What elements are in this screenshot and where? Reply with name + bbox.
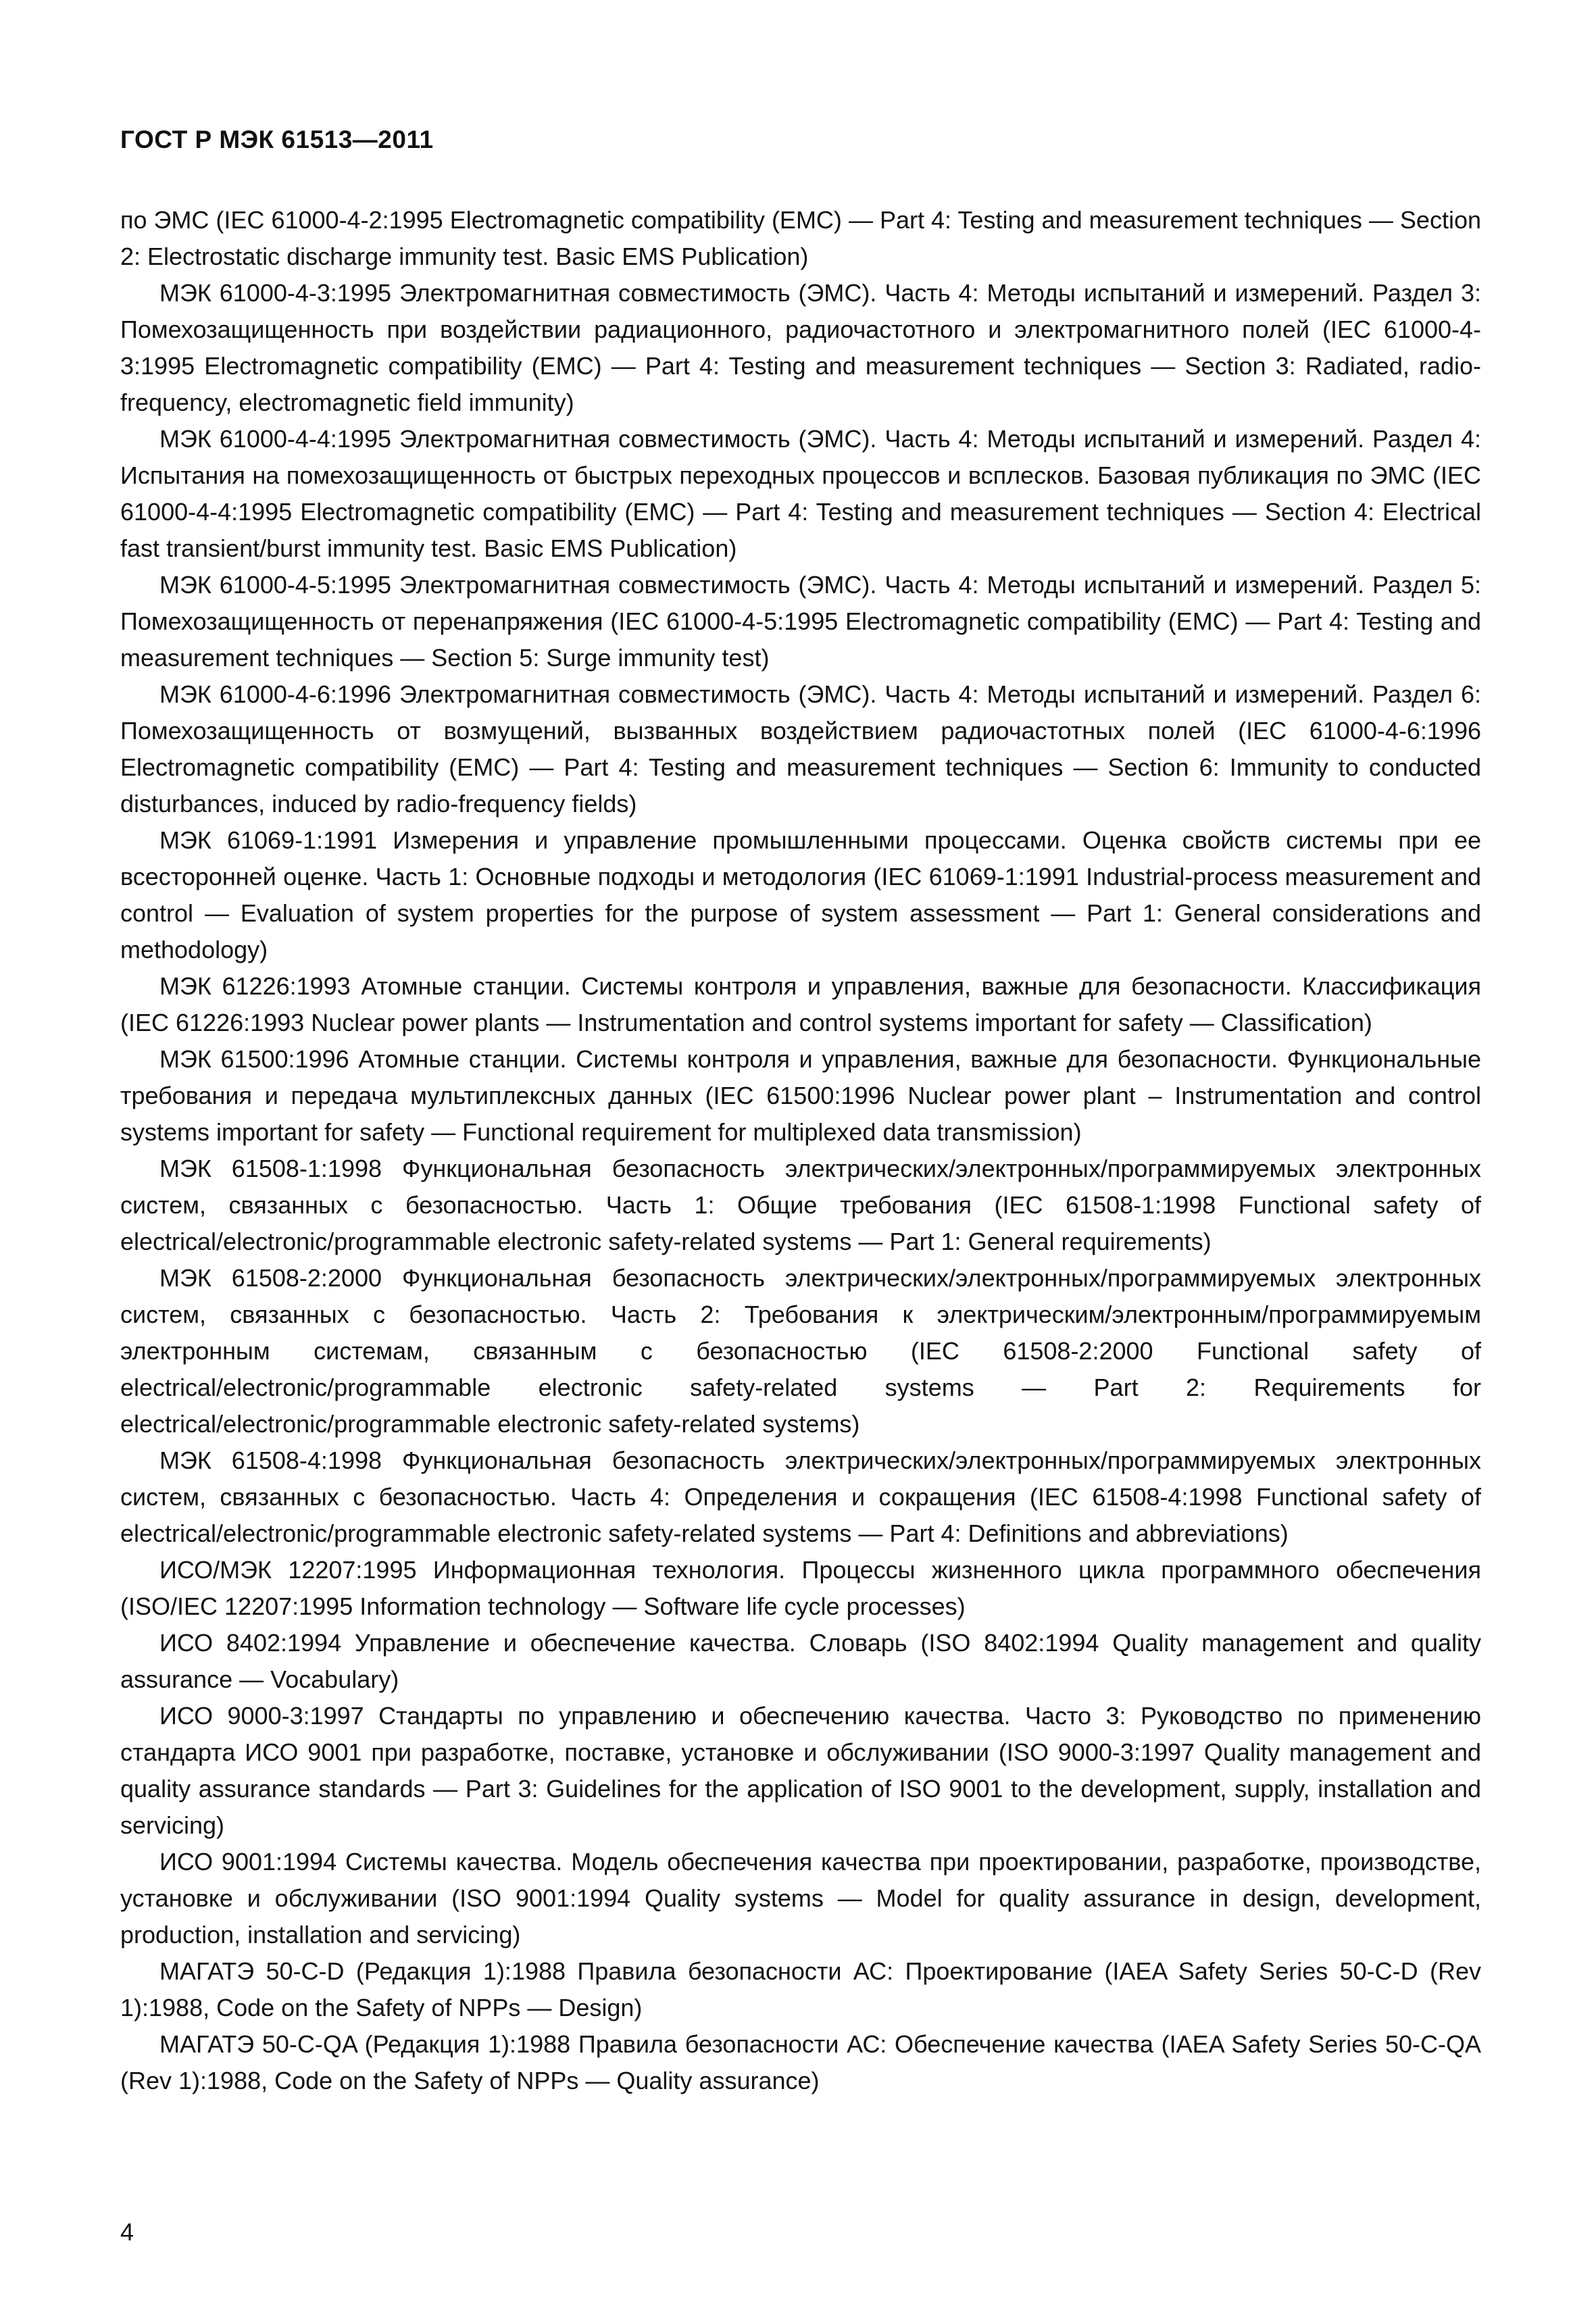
- reference-paragraph: ИСО 9001:1994 Системы качества. Модель обеспечения качества при проектировании, разработке, производстве, установке и обслуживании (ISO 9001:1994 Quality systems — Model for quality assurance in design, development, production, installation and servicing): [120, 1848, 1481, 1948]
- reference-paragraph: ИСО 9000-3:1997 Стандарты по управлению и обеспечению качества. Часто 3: Руководство по применению стандарта ИСО 9001 при разработке, поставке, установке и обслуживании (ISO 9000-3:1997 Quality management and quality assurance standards — Part 3: Guidelines for the application of ISO 9001 to the development, supply, installation and servicing): [120, 1702, 1481, 1839]
- reference-paragraph: МЭК 61500:1996 Атомные станции. Системы контроля и управления, важные для безопасности. Функциональные требования и передача мультиплексных данных (IEC 61500:1996 Nuclear power plant – Instrumentation and control systems important for safety — Functional requirement for multiplexed data transmission): [120, 1045, 1481, 1146]
- reference-paragraph: МЭК 61000-4-4:1995 Электромагнитная совместимость (ЭМС). Часть 4: Методы испытаний и измерений. Раздел 4: Испытания на помехозащищенность от быстрых переходных процессов и всплесков. Базовая публикация по ЭМС (IEC 61000-4-4:1995 Electromagnetic compatibility (EMC) — Part 4: Testing and measurement techniques — Section 4: Electrical fast transient/burst immunity test. Basic EMS Publication): [120, 425, 1481, 562]
- reference-paragraph: МЭК 61000-4-6:1996 Электромагнитная совместимость (ЭМС). Часть 4: Методы испытаний и измерений. Раздел 6: Помехозащищенность от возмущений, вызванных воздействием радиочастотных полей (IEC 61000-4-6:1996 Electromagnetic compatibility (EMC) — Part 4: Testing and measurement techniques — Section 6: Immunity to conducted disturbances, induced by radio-frequency fields): [120, 680, 1481, 818]
- reference-paragraph: по ЭМС (IEC 61000-4-2:1995 Electromagnetic compatibility (EMC) — Part 4: Testing and measurement techniques — Section 2: Electrostatic discharge immunity test. Basic EMS Publication): [120, 206, 1481, 270]
- reference-paragraph: ИСО/МЭК 12207:1995 Информационная технология. Процессы жизненного цикла программного обеспечения (ISO/IEC 12207:1995 Information technology — Software life cycle processes): [120, 1556, 1481, 1620]
- reference-paragraph: МАГАТЭ 50-C-D (Редакция 1):1988 Правила безопасности АС: Проектирование (IAEA Safety Series 50-C-D (Rev 1):1988, Code on the Safety of NPPs — Design): [120, 1957, 1481, 2021]
- reference-paragraph: МЭК 61508-4:1998 Функциональная безопасность электрических/электронных/программируемых электронных систем, связанных с безопасностью. Часть 4: Определения и сокращения (IEC 61508-4:1998 Functional safety of electrical/electronic/programmable electronic safety-related systems — Part 4: Definitions and abbreviations): [120, 1447, 1481, 1547]
- reference-paragraph: МЭК 61000-4-5:1995 Электромагнитная совместимость (ЭМС). Часть 4: Методы испытаний и измерений. Раздел 5: Помехозащищенность от перенапряжения (IEC 61000-4-5:1995 Electromagnetic compatibility (EMC) — Part 4: Testing and measurement techniques — Section 5: Surge immunity test): [120, 571, 1481, 672]
- document-header: ГОСТ Р МЭК 61513—2011: [120, 126, 434, 153]
- reference-paragraph: МЭК 61508-1:1998 Функциональная безопасность электрических/электронных/программируемых электронных систем, связанных с безопасностью. Часть 1: Общие требования (IEC 61508-1:1998 Functional safety of electrical/electronic/programmable electronic safety-related systems — Part 1: General requirements): [120, 1155, 1481, 1255]
- reference-paragraph: МАГАТЭ 50-C-QA (Редакция 1):1988 Правила безопасности АС: Обеспечение качества (IAEA Safety Series 50-C-QA (Rev 1):1988, Code on the Safety of NPPs — Quality assurance): [120, 2030, 1481, 2094]
- reference-paragraph: МЭК 61226:1993 Атомные станции. Системы контроля и управления, важные для безопасности. Классификация (IEC 61226:1993 Nuclear power plants — Instrumentation and control systems important for safety — Classification): [120, 972, 1481, 1036]
- reference-paragraph: ИСО 8402:1994 Управление и обеспечение качества. Словарь (ISO 8402:1994 Quality management and quality assurance — Vocabulary): [120, 1629, 1481, 1693]
- page-number: 4: [120, 2218, 134, 2246]
- reference-paragraph: МЭК 61069-1:1991 Измерения и управление промышленными процессами. Оценка свойств системы при ее всесторонней оценке. Часть 1: Основные подходы и методология (IEC 61069-1:1991 Industrial-process measurement and control — Evaluation of system properties for the purpose of system assessment — Part 1: General considerations and methodology): [120, 826, 1481, 963]
- references-list: [120, 202, 1481, 2099]
- reference-paragraph: МЭК 61000-4-3:1995 Электромагнитная совместимость (ЭМС). Часть 4: Методы испытаний и измерений. Раздел 3: Помехозащищенность при воздействии радиационного, радиочастотного и электромагнитного полей (IEC 61000-4-3:1995 Electromagnetic compatibility (EMC) — Part 4: Testing and measurement techniques — Section 3: Radiated, radio-frequency, electromagnetic field immunity): [120, 279, 1481, 416]
- reference-paragraph: МЭК 61508-2:2000 Функциональная безопасность электрических/электронных/программируемых электронных систем, связанных с безопасностью. Часть 2: Требования к электрическим/электронным/программируемым электронным системам, связанным с безопасностью (IEC 61508-2:2000 Functional safety of electrical/electronic/programmable electronic safety-related systems — Part 2: Requirements for electrical/electronic/programmable electronic safety-related systems): [120, 1264, 1481, 1438]
